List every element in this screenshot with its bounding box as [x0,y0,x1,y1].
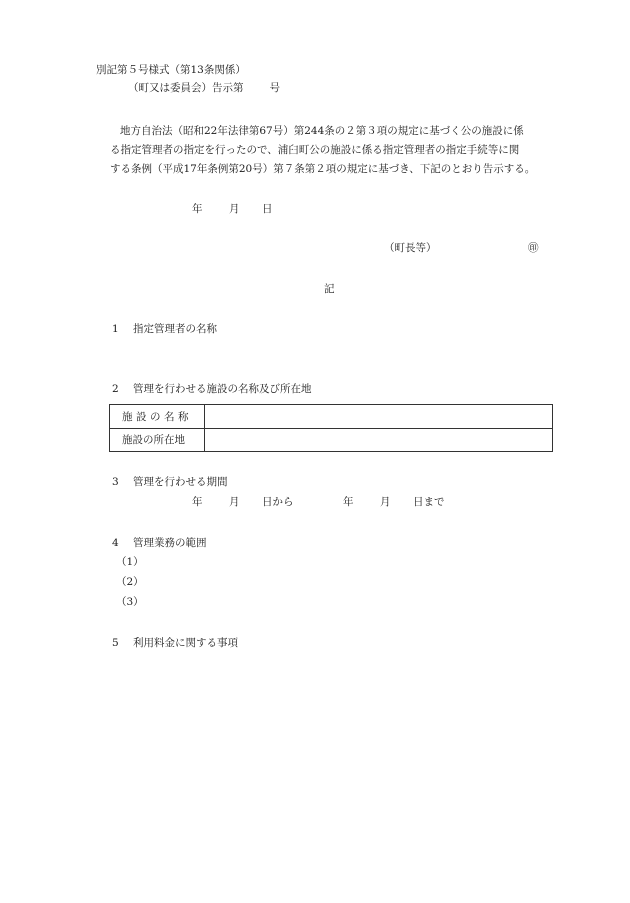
signature-title: （町長等） [384,242,437,254]
period-from-month: 月 [229,496,240,508]
period-to-month: 月 [380,496,391,508]
form-number: 別記第５号様式（第13条関係） [96,64,246,76]
notice-prefix: （町又は委員会）告示第 [128,82,244,94]
period-to-day: 日まで [413,496,445,508]
facility-name-label: 施設の名称 [110,405,205,429]
section-3-title: 管理を行わせる期間 [133,476,228,488]
section-4-number: 4 [112,537,119,549]
section-2-number: 2 [112,383,119,395]
notice-suffix: 号 [269,82,280,94]
intro-line-3: する条例（平成17年条例第20号）第７条第２項の規定に基づき、下記のとおり告示する。 [110,163,536,175]
ki-heading: 記 [324,283,335,295]
date-month: 月 [229,203,240,215]
scope-item-1: （1） [116,556,144,568]
period-to-year: 年 [343,496,354,508]
section-2-title: 管理を行わせる施設の名称及び所在地 [133,383,312,395]
period-from-year: 年 [192,496,203,508]
section-5-number: 5 [112,637,119,649]
intro-line-2: る指定管理者の指定を行ったので、浦臼町公の施設に係る指定管理者の指定手続等に関 [110,144,520,156]
section-5-title: 利用料金に関する事項 [133,637,238,649]
period-from-day: 日から [262,496,294,508]
section-4-title: 管理業務の範囲 [133,537,207,549]
date-day: 日 [262,203,273,215]
date-year: 年 [192,203,203,215]
facility-location-label: 施設の所在地 [110,428,205,452]
scope-item-2: （2） [116,576,144,588]
facility-location-value [205,428,553,452]
facility-name-row [110,405,553,429]
facility-location-row [110,428,553,452]
facility-table [109,404,553,452]
section-3-number: 3 [112,476,119,488]
seal-mark: ㊞ [528,242,539,254]
notice-number-line [128,81,280,95]
facility-name-value [205,405,553,429]
section-1-number: 1 [112,323,119,335]
section-1-title: 指定管理者の名称 [133,323,217,335]
scope-item-3: （3） [116,596,144,608]
intro-line-1: 地方自治法（昭和22年法律第67号）第244条の２第３項の規定に基づく公の施設に係 [120,125,524,137]
